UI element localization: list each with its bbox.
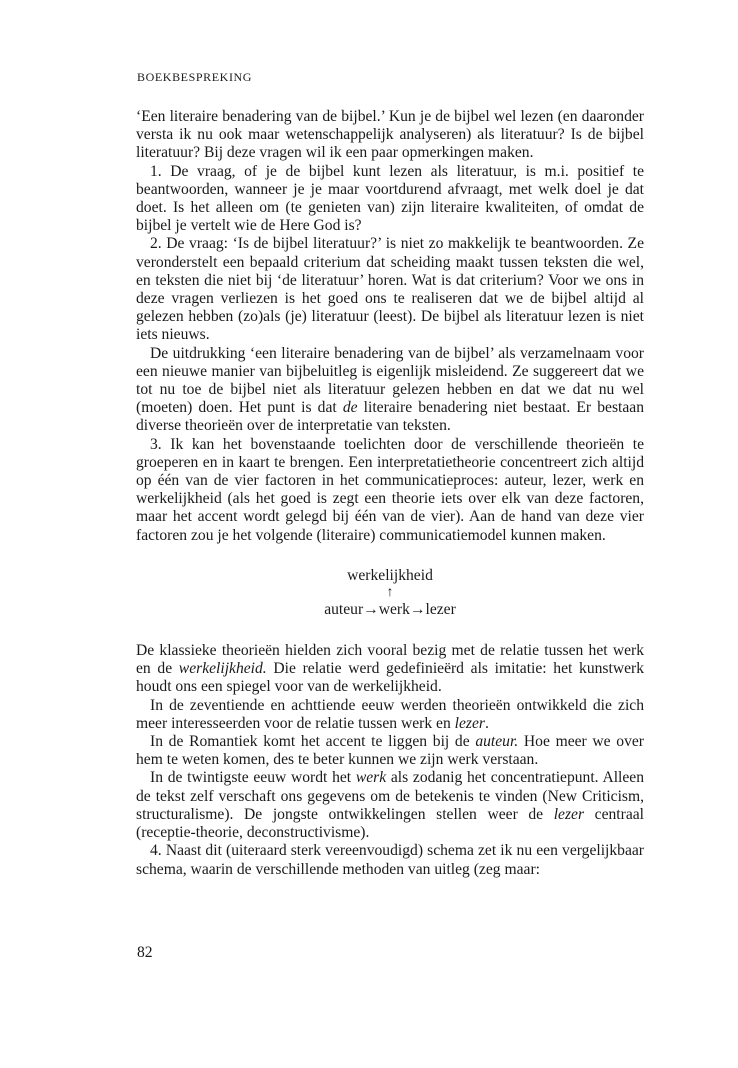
text-run: De klassieke theorieën hielden zich vooral bezig met de relatie tussen het werk en de xyxy=(136,642,644,678)
arrow-up-icon: ↑ xyxy=(386,585,394,601)
paragraph-point-3: 3. Ik kan het bovenstaande toelichten door de verschillende theorieën te groeperen en in kaart te brengen. Een interpretatietheorie concentreert zich altijd op één van de vier factoren in het communicatieproces: auteur, lezer, werk en werkelijkheid (als het goed is zegt een theorie iets over elk van deze factoren, maar het accent wordt gelegd bij één van de vier). Aan de hand van deze vier factoren zou je het volgende (literaire) communicatiemodel kunnen maken. xyxy=(136,435,644,544)
text-run: centraal (receptie-theorie, deconstructivisme). xyxy=(136,805,644,842)
text-run: Hoe meer we over hem te weten komen, des te beter kunnen we zijn werk verstaan. xyxy=(136,733,644,769)
paragraph-twintigste xyxy=(136,769,644,842)
paragraph-uitdrukking xyxy=(136,345,644,436)
emphasis: lezer xyxy=(454,714,485,732)
text-run: als zodanig het concentratiepunt. Alleen de tekst zelf verschaft ons gegevens om de betekenis te vinden (New Criticism, structuralisme). De jongste ontwikkelingen stellen weer de xyxy=(136,769,645,823)
emphasis: lezer xyxy=(553,805,585,823)
emphasis: de xyxy=(342,399,358,417)
emphasis: werk xyxy=(355,769,387,787)
text-run: De uitdrukking ‘een literaire benadering van de bijbel’ als verzamelnaam voor een nieuwe manier van bijbeluitleg is eigenlijk misleidend. Ze suggereert dat we tot nu toe de bijbel niet als literatuur gelezen hebben en dat we dat nu wel (moeten) doen. Het punt is dat xyxy=(136,344,644,417)
diagram-werkelijkheid: werkelijkheid xyxy=(347,566,433,584)
paragraph-intro: ‘Een literaire benadering van de bijbel.’ Kun je de bijbel wel lezen (en daaronder versta ik nu ook maar wetenschappelijk analyseren) als literatuur? Is de bijbel literatuur? Bij deze vragen wil ik een paar opmerkingen maken. xyxy=(136,108,644,162)
diagram-auteur-werk-lezer: auteur→werk→lezer xyxy=(324,601,456,619)
emphasis: werkelijkheid. xyxy=(178,660,267,678)
text-run: . xyxy=(484,714,489,732)
communication-model-diagram xyxy=(136,567,644,620)
text-run: literaire benadering niet bestaat. Er bestaan diverse theorieën over de interpretatie van teksten. xyxy=(136,399,644,435)
paragraph-eeuw xyxy=(136,697,644,733)
paragraph-point-4: 4. Naast dit (uiteraard sterk vereenvoudigd) schema zet ik nu een vergelijkbaar schema, waarin de verschillende methoden van uitleg (zeg maar: xyxy=(136,842,644,878)
body-text xyxy=(136,108,644,879)
page-number: 82 xyxy=(137,944,153,961)
paragraph-point-2: 2. De vraag: ‘Is de bijbel literatuur?’ is niet zo makkelijk te beantwoorden. Ze veronderstelt een bepaald criterium dat scheiding maakt tussen teksten die wel, en teksten die niet bij ‘de literatuur’ horen. Wat is dat criterium? Voor we ons in deze vragen verliezen is het goed ons te realiseren dat we de bijbel altijd al gelezen hebben (zo)als (je) literatuur (leest). De bijbel als literatuur lezen is niet iets nieuws. xyxy=(136,235,644,344)
text-run: In de zeventiende en achttiende eeuw werden theorieën ontwikkeld die zich meer interesseerden voor de relatie tussen werk en xyxy=(136,696,644,732)
paragraph-klassiek xyxy=(136,642,644,697)
paragraph-romantiek xyxy=(136,733,644,769)
running-head: BOEKBESPREKING xyxy=(137,70,253,84)
paragraph-point-1: 1. De vraag, of je de bijbel kunt lezen als literatuur, is m.i. positief te beantwoorden, wanneer je je maar voortdurend afvraagt, met welk doel je dat doet. Is het alleen om (te genieten van) zijn literaire kwaliteiten, of omdat de bijbel je vertelt wie de Here God is? xyxy=(136,162,644,235)
emphasis: auteur. xyxy=(475,733,519,751)
text-run: Die relatie werd gedefinieërd als imitatie: het kunstwerk houdt ons een spiegel voor van de werkelijkheid. xyxy=(136,660,644,696)
text-run: In de Romantiek komt het accent te liggen bij de xyxy=(150,733,476,751)
text-run: In de twintigste eeuw wordt het xyxy=(150,769,356,787)
